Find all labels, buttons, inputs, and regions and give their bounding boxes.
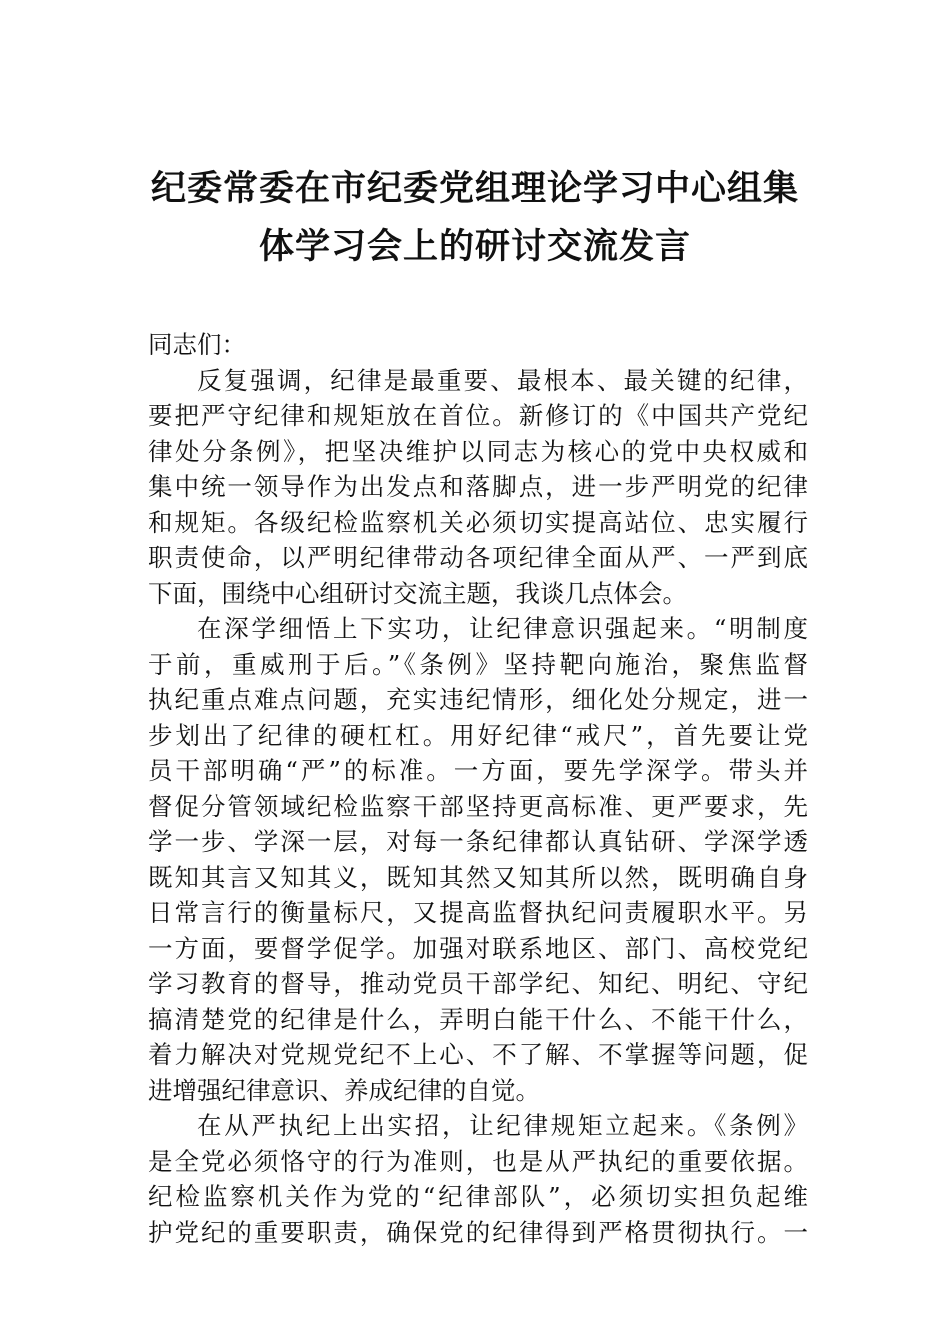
paragraph-1-line: 律处分条例》，把坚决维护以同志为核心的党中央权威和 bbox=[148, 436, 808, 466]
paragraph-1-line: 反复强调，纪律是最重要、最根本、最关键的纪律， bbox=[197, 365, 808, 395]
title-line-2: 体学习会上的研讨交流发言 bbox=[258, 226, 691, 267]
paragraph-1-line: 和规矩。各级纪检监察机关必须切实提高站位、忠实履行 bbox=[148, 507, 808, 537]
paragraph-1-line: 要把严守纪律和规矩放在首位。新修订的《中国共产党纪 bbox=[148, 401, 808, 430]
paragraph-2-line: 在深学细悟上下实功，让纪律意识强起来。“明制度 bbox=[197, 614, 808, 643]
paragraph-1-line: 下面，围绕中心组研讨交流主题，我谈几点体会。 bbox=[148, 578, 687, 608]
paragraph-3-line: 纪检监察机关作为党的“纪律部队”，必须切实担负起维 bbox=[148, 1182, 808, 1211]
paragraph-1-line: 职责使命，以严明纪律带动各项纪律全面从严、一严到底 bbox=[148, 543, 808, 572]
paragraph-2-line: 学习教育的督导，推动党员干部学纪、知纪、明纪、守纪 bbox=[148, 969, 808, 998]
paragraph-2-line: 既知其言又知其义，既知其然又知其所以然，既明确自身 bbox=[148, 862, 808, 892]
paragraph-2-line: 进增强纪律意识、养成纪律的自觉。 bbox=[148, 1075, 540, 1105]
document-body bbox=[148, 327, 808, 1250]
paragraph-3-line: 护党纪的重要职责，确保党的纪律得到严格贯彻执行。一 bbox=[148, 1217, 808, 1247]
salutation: 同志们： bbox=[148, 330, 246, 359]
paragraph-2-line: 着力解决对党规党纪不上心、不了解、不掌握等问题，促 bbox=[148, 1040, 808, 1069]
paragraph-2-line: 执纪重点难点问题，充实违纪情形，细化处分规定，进一 bbox=[148, 685, 808, 714]
paragraph-2-line: 员干部明确“严”的标准。一方面，要先学深学。带头并 bbox=[148, 756, 808, 785]
paragraph-3-line: 在从严执纪上出实招，让纪律规矩立起来。《条例》 bbox=[197, 1111, 808, 1140]
paragraph-2-line: 步划出了纪律的硬杠杠。用好纪律“戒尺”，首先要让党 bbox=[148, 720, 808, 750]
paragraph-2-line: 一方面，要督学促学。加强对联系地区、部门、高校党纪 bbox=[148, 933, 808, 963]
paragraph-3-line: 是全党必须恪守的行为准则，也是从严执纪的重要依据。 bbox=[148, 1146, 808, 1176]
paragraph-2-line: 日常言行的衡量标尺，又提高监督执纪问责履职水平。另 bbox=[148, 898, 808, 927]
paragraph-2-line: 于前，重威刑于后。”《条例》坚持靶向施治，聚焦监督 bbox=[148, 649, 808, 679]
document-title bbox=[120, 160, 830, 276]
paragraph-2-line: 督促分管领域纪检监察干部坚持更高标准、更严要求，先 bbox=[148, 791, 808, 821]
title-line-1: 纪委常委在市纪委党组理论学习中心组集 bbox=[150, 168, 799, 209]
paragraph-2-line: 学一步、学深一层，对每一条纪律都认真钻研、学深学透 bbox=[148, 827, 808, 856]
paragraph-1-line: 集中统一领导作为出发点和落脚点，进一步严明党的纪律 bbox=[148, 472, 808, 501]
paragraph-2-line: 搞清楚党的纪律是什么，弄明白能干什么、不能干什么， bbox=[148, 1004, 808, 1034]
